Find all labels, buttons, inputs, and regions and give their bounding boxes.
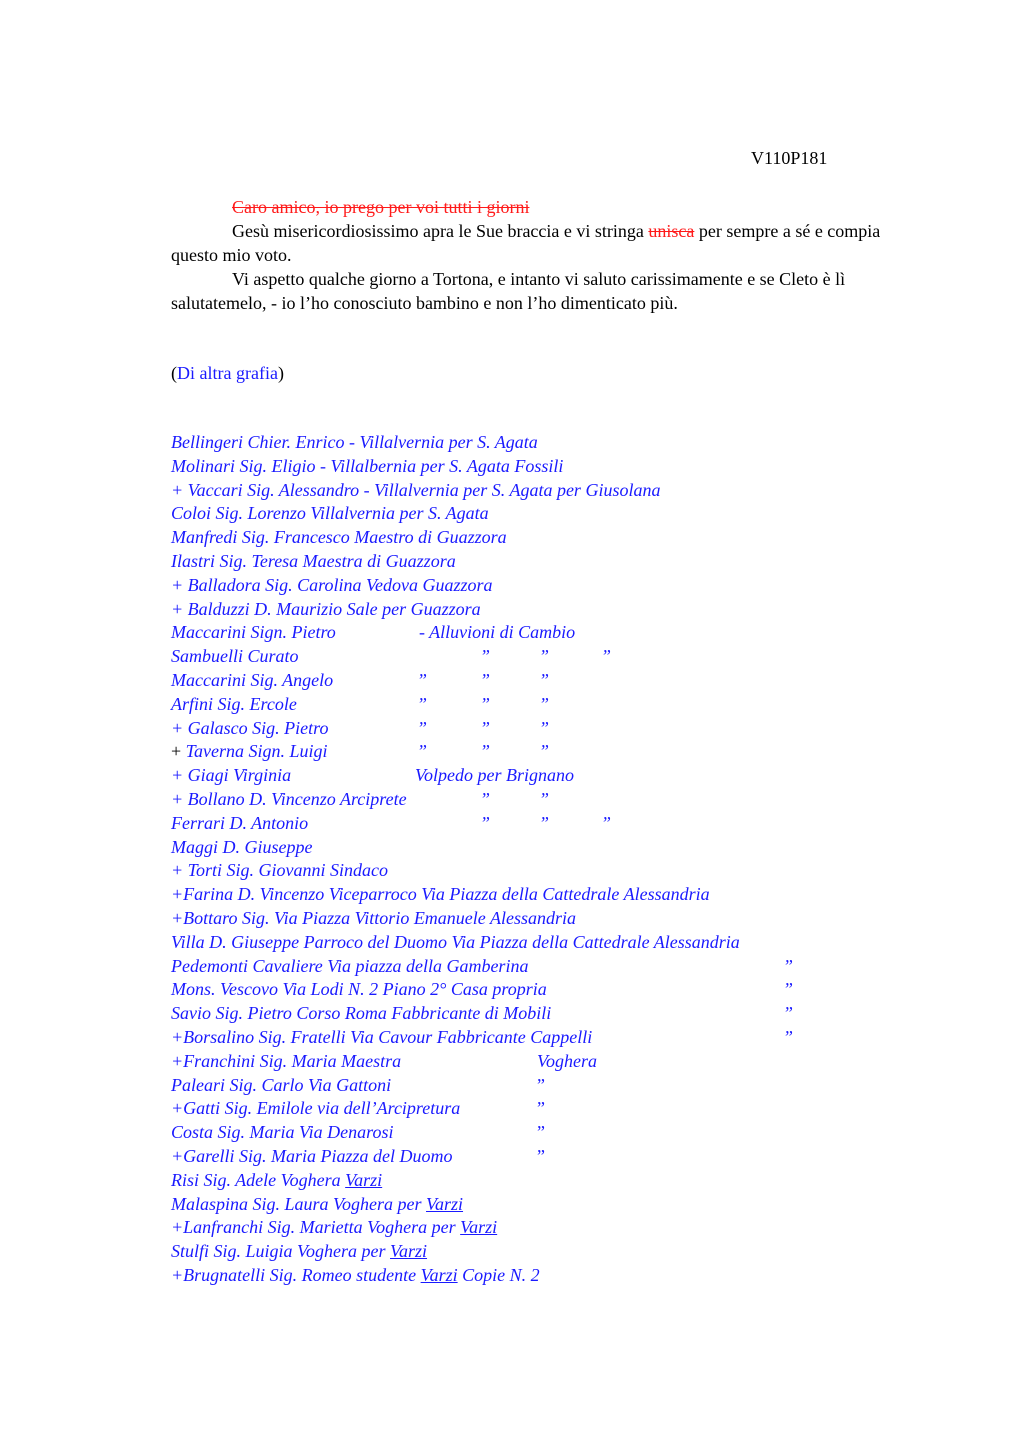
struck-opening-line: Caro amico, io prego per voi tutti i giorni bbox=[232, 197, 530, 217]
list-item: +Garelli Sig. Maria Piazza del Duomo ” bbox=[171, 1145, 545, 1166]
list-item: +Lanfranchi Sig. Marietta Voghera per Varzi bbox=[171, 1217, 498, 1238]
list-item: + Torti Sig. Giovanni Sindaco bbox=[171, 860, 388, 881]
list-item: Costa Sig. Maria Via Denarosi ” bbox=[171, 1122, 545, 1143]
list-item: + Balladora Sig. Carolina Vedova Guazzora bbox=[171, 574, 493, 595]
list-item: Manfredi Sig. Francesco Maestro di Guazzora bbox=[171, 527, 507, 548]
list-item: + Giagi Virginia Volpedo per Brignano bbox=[171, 765, 574, 786]
list-item: Maccarini Sign. Pietro - Alluvioni di Cambio bbox=[171, 622, 576, 643]
list-item: +Bottaro Sig. Via Piazza Vittorio Emanuele Alessandria bbox=[171, 907, 576, 928]
list-item: Stulfi Sig. Luigia Voghera per Varzi bbox=[171, 1241, 428, 1262]
list-item: Coloi Sig. Lorenzo Villalvernia per S. Agata bbox=[171, 503, 489, 524]
list-item: Ilastri Sig. Teresa Maestra di Guazzora bbox=[171, 550, 456, 571]
list-item: Bellingeri Chier. Enrico - Villalvernia per S. Agata bbox=[171, 432, 538, 452]
note-text: Di altra grafia bbox=[177, 363, 278, 383]
list-item: +Brugnatelli Sig. Romeo studente Varzi Copie N. 2 bbox=[171, 1264, 540, 1285]
list-item: Villa D. Giuseppe Parroco del Duomo Via Piazza della Cattedrale Alessandria bbox=[171, 931, 740, 952]
list-item: + Vaccari Sig. Alessandro - Villalvernia per S. Agata per Giusolana bbox=[171, 479, 661, 500]
list-item: +Borsalino Sig. Fratelli Via Cavour Fabbricante Cappelli ” bbox=[171, 1026, 794, 1047]
list-item: +Franchini Sig. Maria Maestra Voghera bbox=[171, 1050, 597, 1071]
paragraph-1: Gesù misericordiosissimo apra le Sue braccia e vi stringa unisca per sempre a sé e compia questo mio voto. bbox=[171, 221, 881, 265]
list-item: Arfini Sig. Ercole ” ” ” bbox=[171, 693, 550, 714]
list-item: Risi Sig. Adele Voghera Varzi bbox=[171, 1169, 383, 1190]
list-item: + Taverna Sign. Luigi ” ” ” bbox=[171, 741, 550, 762]
handwriting-note: (Di altra grafia) bbox=[171, 363, 284, 383]
list-item: +Farina D. Vincenzo Viceparroco Via Piazza della Cattedrale Alessandria bbox=[171, 884, 710, 905]
list-item: +Gatti Sig. Emilole via dell’Arcipretura ” bbox=[171, 1098, 545, 1119]
letter-text bbox=[171, 195, 931, 315]
address-list bbox=[171, 432, 871, 1289]
list-item: Ferrari D. Antonio ” ” ” bbox=[171, 812, 612, 833]
list-item: + Galasco Sig. Pietro ” ” ” bbox=[171, 717, 550, 738]
list-item: + Bollano D. Vincenzo Arciprete ” ” bbox=[171, 788, 550, 809]
list-item: Pedemonti Cavaliere Via piazza della Gamberina ” bbox=[171, 955, 794, 976]
page-code: V110P181 bbox=[751, 148, 828, 168]
list-item: Sambuelli Curato ” ” ” bbox=[171, 646, 612, 667]
list-item: Savio Sig. Pietro Corso Roma Fabbricante di Mobili ” bbox=[171, 1003, 794, 1024]
list-item: + Balduzzi D. Maurizio Sale per Guazzora bbox=[171, 598, 481, 619]
list-item: Maggi D. Giuseppe bbox=[171, 836, 313, 857]
list-item: Molinari Sig. Eligio - Villalbernia per S. Agata Fossili bbox=[171, 455, 564, 476]
paragraph-2: Vi aspetto qualche giorno a Tortona, e intanto vi saluto carissimamente e se Cleto è lì salutatemelo, - io l’ho conosciuto bambino e non l’ho dimenticato più. bbox=[171, 269, 846, 313]
list-item: Mons. Vescovo Via Lodi N. 2 Piano 2° Casa propria ” bbox=[171, 979, 794, 1000]
list-item: Maccarini Sig. Angelo ” ” ” bbox=[171, 669, 550, 690]
struck-word: unisca bbox=[648, 221, 695, 241]
list-item: Paleari Sig. Carlo Via Gattoni ” bbox=[171, 1074, 545, 1095]
list-item: Malaspina Sig. Laura Voghera per Varzi bbox=[171, 1193, 464, 1214]
